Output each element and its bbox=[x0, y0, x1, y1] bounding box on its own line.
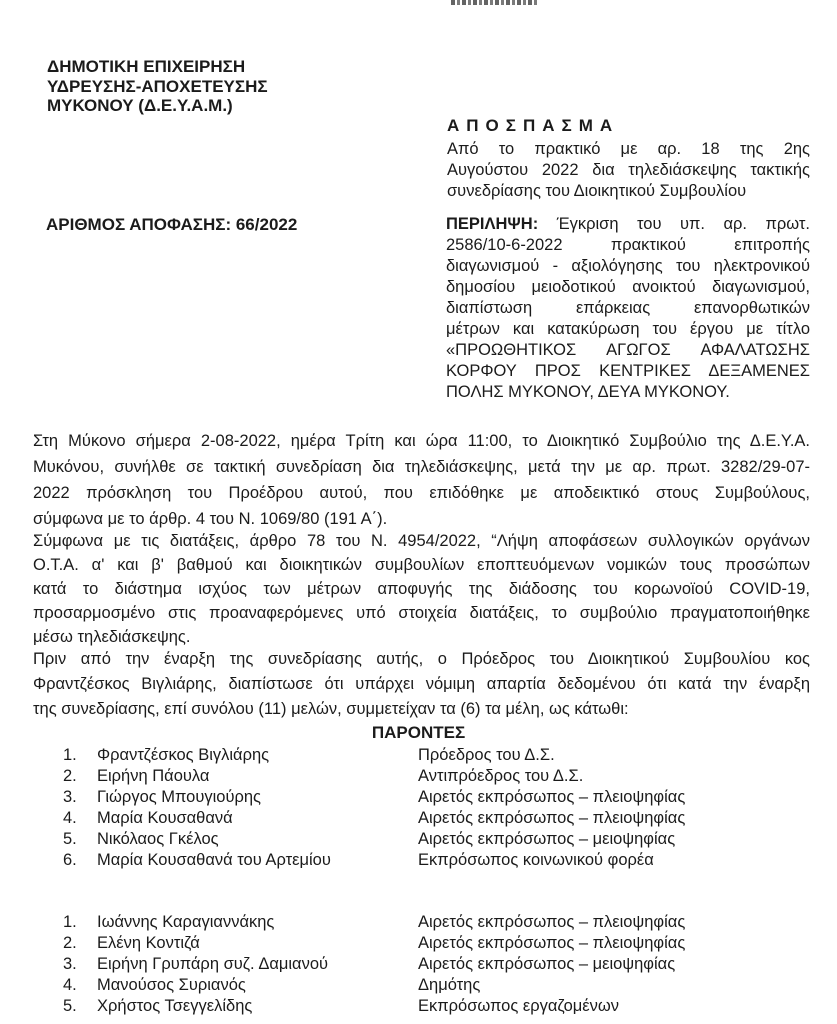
member-role: Αιρετός εκπρόσωπος – πλειοψηφίας bbox=[418, 913, 686, 931]
member-row bbox=[63, 746, 823, 767]
present-members-list bbox=[63, 746, 823, 872]
member-number: 2. bbox=[63, 934, 77, 952]
member-name: Νικόλαος Γκέλος bbox=[97, 830, 219, 848]
organization-name bbox=[47, 57, 268, 116]
member-name: Ειρήνη Γρυπάρη συζ. Δαμιανού bbox=[97, 955, 329, 973]
present-members-heading: ΠΑΡΟΝΤΕΣ bbox=[371, 723, 466, 742]
paragraph-line: Φραντζέσκος Βιγλιάρης, διαπίστωσε ότι υπάρχει νόμιμη απαρτία δεδομένου ότι κατά την έναρξη bbox=[33, 675, 810, 693]
paragraph-line: Μυκόνου, συνήλθε σε τακτική συνεδρίαση δια τηλεδιάσκεψης, μετά την με αρ. πρωτ. 3282/29-07- bbox=[33, 458, 810, 476]
member-role: Αιρετός εκπρόσωπος – μειοψηφίας bbox=[418, 955, 676, 973]
member-row bbox=[63, 955, 823, 976]
member-number: 4. bbox=[63, 809, 77, 827]
member-role: Εκπρόσωπος κοινωνικού φορέα bbox=[418, 851, 654, 869]
body-paragraph-3 bbox=[33, 647, 810, 722]
summary-line: ΠΟΛΗΣ ΜΥΚΟΝΟΥ, ΔΕΥΑ ΜΥΚΟΝΟΥ. bbox=[446, 383, 730, 401]
paragraph-line: μέσω τηλεδιάσκεψης. bbox=[33, 628, 191, 646]
member-number: 3. bbox=[63, 788, 77, 806]
body-paragraph-2 bbox=[33, 529, 810, 649]
summary-line: ΚΟΡΦΟΥ ΠΡΟΣ ΚΕΝΤΡΙΚΕΣ ΔΕΞΑΜΕΝΕΣ bbox=[446, 362, 810, 380]
member-number: 1. bbox=[63, 746, 77, 764]
member-row bbox=[63, 788, 823, 809]
member-role: Αιρετός εκπρόσωπος – μειοψηφίας bbox=[418, 830, 676, 848]
member-number: 4. bbox=[63, 976, 77, 994]
member-number: 6. bbox=[63, 851, 77, 869]
summary-line: δημοσίου μειοδοτικού ανοικτού διαγωνισμού, bbox=[446, 278, 810, 296]
member-role: Αντιπρόεδρος του Δ.Σ. bbox=[418, 767, 584, 785]
member-role: Δημότης bbox=[418, 976, 481, 994]
member-row bbox=[63, 997, 823, 1018]
member-role: Πρόεδρος του Δ.Σ. bbox=[418, 746, 555, 764]
member-number: 2. bbox=[63, 767, 77, 785]
clipped-text-fragment bbox=[451, 0, 539, 5]
summary-line-text: Έγκριση του υπ. αρ. πρωτ. bbox=[556, 215, 810, 233]
decision-number: ΑΡΙΘΜΟΣ ΑΠΟΦΑΣΗΣ: 66/2022 bbox=[46, 215, 298, 234]
member-row bbox=[63, 976, 823, 997]
member-row bbox=[63, 830, 823, 851]
paragraph-line: Σύμφωνα με τις διατάξεις, άρθρο 78 του Ν. 4954/2022, “Λήψη αποφάσεων συλλογικών οργάνων bbox=[33, 532, 810, 550]
member-name: Χρήστος Τσεγγελίδης bbox=[97, 997, 253, 1015]
member-row bbox=[63, 934, 823, 955]
summary-label: ΠΕΡΙΛΗΨΗ: bbox=[446, 215, 539, 233]
summary-line: μέτρων και κατακύρωση του έργου με τίτλο bbox=[446, 320, 810, 338]
member-name: Μανούσος Συριανός bbox=[97, 976, 246, 994]
member-role: Αιρετός εκπρόσωπος – πλειοψηφίας bbox=[418, 788, 686, 806]
member-number: 5. bbox=[63, 997, 77, 1015]
paragraph-line: της συνεδρίασης, επί συνόλου (11) μελών, συμμετείχαν τα (6) τα μέλη, ως κάτωθι: bbox=[33, 700, 629, 718]
summary-line: 2586/10-6-2022 πρακτικού επιτροπής bbox=[446, 236, 810, 254]
paragraph-line: Ο.Τ.Α. α' και β' βαθμού και διοικητικών συμβουλίων εποπτευόμενων νομικών τους προσώπων bbox=[33, 556, 810, 574]
summary-line: διαπίστωση επάρκειας επανορθωτικών bbox=[446, 299, 810, 317]
second-members-list bbox=[63, 913, 823, 1018]
summary-line: «ΠΡΟΩΘΗΤΙΚΟΣ ΑΓΩΓΟΣ ΑΦΑΛΑΤΩΣΗΣ bbox=[446, 341, 810, 359]
apospasma-heading: ΑΠΟΣΠΑΣΜΑ bbox=[447, 116, 620, 135]
member-row bbox=[63, 851, 823, 872]
organization-name-line: ΜΥΚΟΝΟΥ (Δ.Ε.Υ.Α.Μ.) bbox=[47, 96, 233, 115]
member-number: 1. bbox=[63, 913, 77, 931]
paragraph-line: Στη Μύκονο σήμερα 2-08-2022, ημέρα Τρίτη και ώρα 11:00, το Διοικητικό Συμβούλιο της Δ.Ε.Υ.Α. bbox=[33, 432, 810, 450]
paragraph-line: Πριν από την έναρξη της συνεδρίασης αυτής, ο Πρόεδρος του Διοικητικού Συμβουλίου κος bbox=[33, 650, 810, 668]
apospasma-line: Από το πρακτικό με αρ. 18 της 2ης bbox=[447, 140, 810, 158]
paragraph-line: κατά το διάστημα ισχύος των μέτρων αποφυγής της διάδοσης του κορωνοϊού COVID-19, bbox=[33, 580, 810, 598]
member-number: 3. bbox=[63, 955, 77, 973]
organization-name-line: ΥΔΡΕΥΣΗΣ-ΑΠΟΧΕΤΕΥΣΗΣ bbox=[47, 76, 268, 96]
organization-name-line: ΔΗΜΟΤΙΚΗ ΕΠΙΧΕΙΡΗΣΗ bbox=[47, 57, 246, 76]
member-name: Μαρία Κουσαθανά bbox=[97, 809, 233, 827]
apospasma-line: Αυγούστου 2022 δια τηλεδιάσκεψης τακτικής bbox=[447, 161, 810, 179]
summary-paragraph bbox=[446, 214, 810, 403]
member-row bbox=[63, 767, 823, 788]
paragraph-line: σύμφωνα με το άρθρ. 4 του Ν. 1069/80 (191 Α΄). bbox=[33, 510, 388, 528]
member-row bbox=[63, 809, 823, 830]
member-row bbox=[63, 913, 823, 934]
member-number: 5. bbox=[63, 830, 77, 848]
member-name: Φραντζέσκος Βιγλιάρης bbox=[97, 746, 270, 764]
summary-line bbox=[446, 214, 810, 235]
member-name: Γιώργος Μπουγιούρης bbox=[97, 788, 262, 806]
body-paragraph-1 bbox=[33, 428, 810, 532]
member-role: Εκπρόσωπος εργαζομένων bbox=[418, 997, 620, 1015]
apospasma-paragraph bbox=[447, 139, 810, 202]
member-name: Ειρήνη Πάουλα bbox=[97, 767, 210, 785]
paragraph-line: προσαρμοσμένο στις προαναφερόμενες υπό στοιχεία διατάξεις, το συμβούλιο πραγματοποιήθηκε bbox=[33, 604, 810, 622]
summary-line: διαγωνισμού - αξιολόγησης του ηλεκτρονικού bbox=[446, 257, 810, 275]
member-role: Αιρετός εκπρόσωπος – πλειοψηφίας bbox=[418, 934, 686, 952]
apospasma-line: συνεδρίασης του Διοικητικού Συμβουλίου bbox=[447, 182, 747, 200]
member-name: Ελένη Κοντιζά bbox=[97, 934, 200, 952]
member-name: Μαρία Κουσαθανά του Αρτεμίου bbox=[97, 851, 331, 869]
member-name: Ιωάννης Καραγιαννάκης bbox=[97, 913, 275, 931]
paragraph-line: 2022 πρόσκληση του Προέδρου αυτού, που επιδόθηκε με αποδεικτικό στους Συμβούλους, bbox=[33, 484, 810, 502]
member-role: Αιρετός εκπρόσωπος – πλειοψηφίας bbox=[418, 809, 686, 827]
